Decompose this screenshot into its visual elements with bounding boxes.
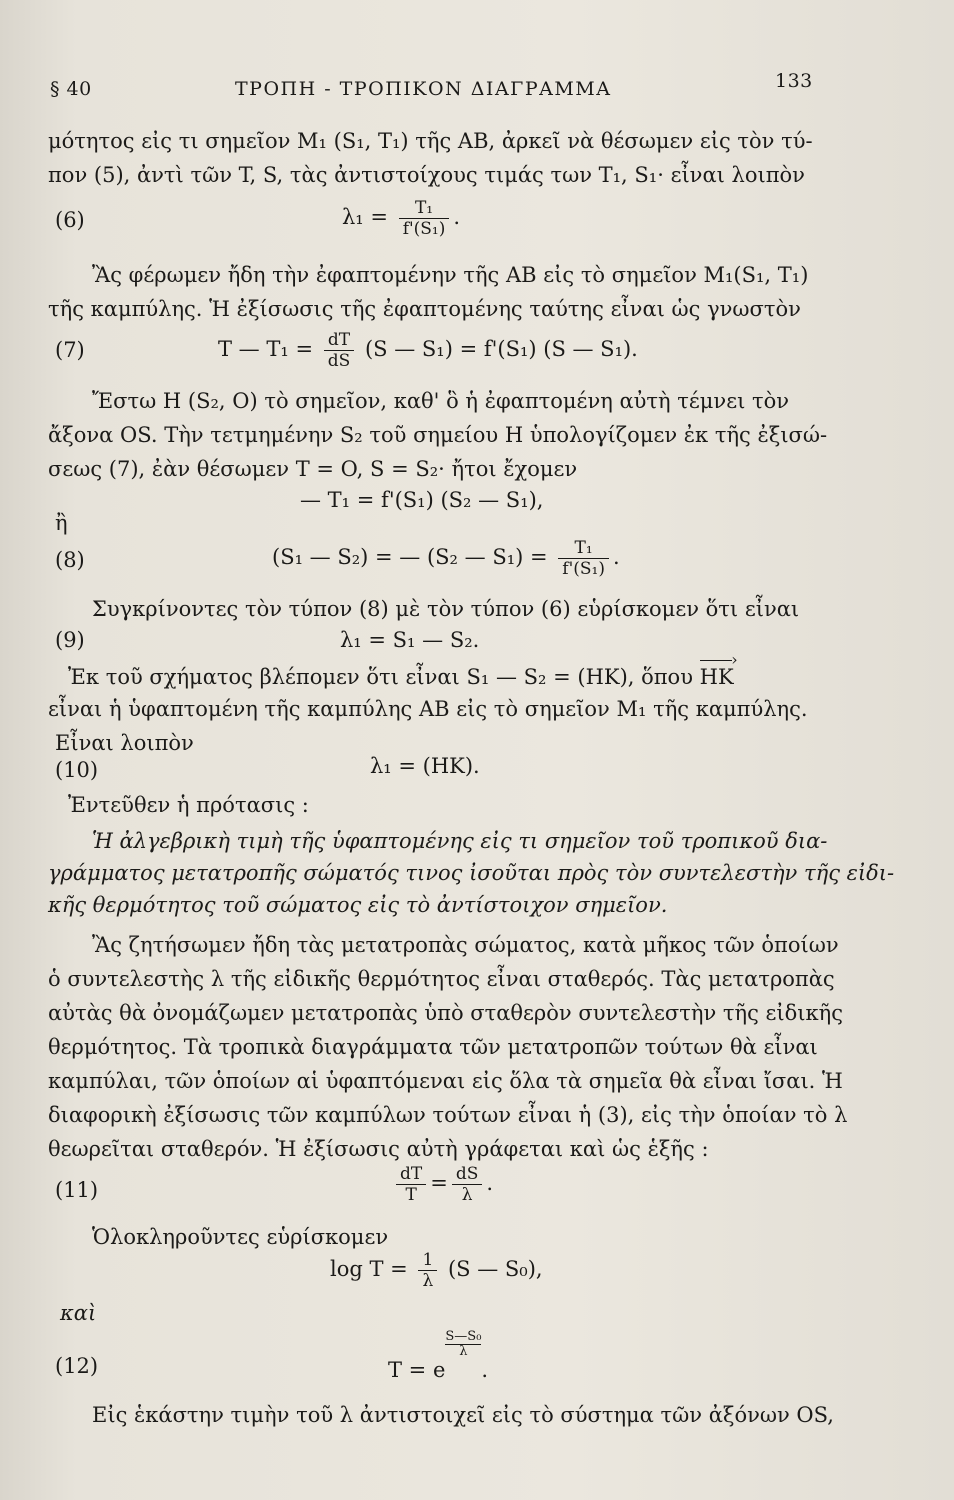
text-line: καμπύλαι, τῶν ὁποίων αἱ ὑφαπτόμεναι εἰς ὅλα τὰ σημεῖα θὰ εἶναι ἴσαι. Ἡ [48,1069,843,1093]
fraction-denominator: λ [422,1271,434,1291]
text-line: ἢ [55,511,68,535]
text-line: Ἂς ζητήσωμεν ἤδη τὰς μετατροπὰς σώματος, κατὰ μῆκος τῶν ὁποίων [92,933,839,957]
text-line: εἶναι ἡ ὑφαπτομένη τῆς καμπύλης AB εἰς τὸ σημεῖον M₁ τῆς καμπύλης. [48,697,808,721]
section-number: § 40 [50,78,92,100]
fraction-denominator: λ [461,1185,473,1205]
eq-tail: . [481,1358,489,1382]
fraction-numerator: dT [396,1164,426,1185]
equation-number: (8) [55,548,85,572]
fraction [558,538,609,579]
text-line: θερμότητος. Τὰ τροπικὰ διαγράμματα τῶν μετατροπῶν τούτων θὰ εἶναι [48,1035,818,1059]
eq-lhs: log T = [330,1257,408,1281]
text-line: Εἶναι λοιπὸν [55,731,194,755]
equation-11b [330,1250,543,1291]
text-line: ἄξονα OS. Τὴν τετμημένην S₂ τοῦ σημείου H ὑπολογίζομεν ἐκ τῆς ἐξισώ- [48,423,828,447]
fraction-numerator: T₁ [399,198,450,219]
eq-lhs: T = e [388,1358,446,1382]
equation-8 [272,538,620,579]
fraction [396,1164,426,1205]
fraction-denominator: f'(S₁) [562,559,605,579]
text-line: Ὁλοκληροῦντες εὑρίσκομεν [92,1225,389,1249]
text-line-italic: κῆς θερμότητος τοῦ σώματος εἰς τὸ ἀντίστοιχον σημεῖον. [48,893,668,917]
equation-7b: — T₁ = f'(S₁) (S₂ — S₁), [300,488,544,512]
eq-lhs: T — T₁ = [218,337,314,361]
fraction-numerator: dS [452,1164,483,1185]
equation-number: (6) [55,208,85,232]
text-line: Ἂς φέρωμεν ἤδη τὴν ἐφαπτομένην τῆς AB εἰς τὸ σημεῖον M₁(S₁, T₁) [92,263,809,287]
text-line: Συγκρίνοντες τὸν τύπον (8) μὲ τὸν τύπον (6) εὑρίσκομεν ὅτι εἶναι [92,597,800,621]
fraction [324,330,355,371]
vector-hk: HK › [700,664,734,690]
eq-lhs: λ₁ = [342,205,388,229]
text-line: καὶ [60,1301,97,1325]
text-line [68,664,734,690]
equation-10: λ₁ = (HK). [370,754,480,778]
text-line: Ἐντεῦθεν ἡ πρότασις : [68,793,309,817]
eq-tail: . [453,205,461,229]
text-line: πον (5), ἀντὶ τῶν T, S, τὰς ἀντιστοίχους τιμάς των T₁, S₁· εἶναι λοιπὸν [48,163,805,187]
equation-6 [342,198,460,239]
text-span: Ἐκ τοῦ σχήματος βλέπομεν ὅτι εἶναι S₁ — S₂ = (HK), ὅπου [68,665,693,689]
text-line-italic: Ἡ ἀλγεβρικὴ τιμὴ τῆς ὑφαπτομένης εἰς τι σημεῖον τοῦ τροπικοῦ δια- [92,829,828,853]
equation-9: λ₁ = S₁ — S₂. [340,628,480,652]
equation-number: (11) [55,1178,99,1202]
page-number: 133 [775,70,813,92]
text-line: τῆς καμπύλης. Ἡ ἐξίσωσις τῆς ἐφαπτομένης ταύτης εἶναι ὡς γνωστὸν [48,297,801,321]
text-line: διαφορικὴ ἐξίσωσις τῶν καμπύλων τούτων εἶναι ἡ (3), εἰς τὴν ὁποίαν τὸ λ [48,1103,848,1127]
text-line: Ἔστω H (S₂, O) τὸ σημεῖον, καθ' ὃ ἡ ἐφαπτομένη αὐτὴ τέμνει τὸν [92,389,790,413]
equation-number: (12) [55,1354,99,1378]
text-line: αὐτὰς θὰ ὀνομάζωμεν μετατροπὰς ὑπὸ σταθερὸν συντελεστὴν τῆς εἰδικῆς [48,1001,843,1025]
eq-rhs: (S — S₁) = f'(S₁) (S — S₁). [364,337,638,361]
fraction-denominator: T [405,1185,417,1205]
exponent-fraction [445,1330,481,1359]
equation-number: (9) [55,628,85,652]
fraction [418,1250,437,1291]
eq-equals: = [430,1171,448,1195]
running-title: ΤΡΟΠΗ - ΤΡΟΠΙΚΟΝ ΔΙΑΓΡΑΜΜΑ [235,78,612,100]
eq-tail: . [612,545,620,569]
fraction-denominator: f'(S₁) [402,219,446,239]
fraction-numerator: dT [324,330,355,351]
fraction [399,198,450,239]
fraction-denominator: dS [327,351,351,371]
fraction [452,1164,483,1205]
equation-12 [388,1329,489,1382]
exponent-numerator: S—S₀ [445,1329,482,1344]
eq-tail: . [486,1171,494,1195]
equation-number: (7) [55,338,85,362]
exponent-denominator: λ [459,1344,468,1359]
text-line: Εἰς ἑκάστην τιμὴν τοῦ λ ἀντιστοιχεῖ εἰς τὸ σύστημα τῶν ἀξόνων OS, [92,1403,834,1427]
fraction-numerator: 1 [418,1250,437,1271]
fraction-numerator: T₁ [558,538,609,559]
equation-number: (10) [55,758,99,782]
equation-7 [218,330,638,371]
eq-lhs: (S₁ — S₂) = — (S₂ — S₁) = [272,545,548,569]
equation-11 [392,1164,493,1205]
text-line: θεωρεῖται σταθερόν. Ἡ ἐξίσωσις αὐτὴ γράφεται καὶ ὡς ἑξῆς : [48,1137,709,1161]
eq-rhs: (S — S₀), [447,1257,543,1281]
text-line: μότητος εἰς τι σημεῖον M₁ (S₁, T₁) τῆς AB, ἀρκεῖ νὰ θέσωμεν εἰς τὸν τύ- [48,129,813,153]
text-line: σεως (7), ἐὰν θέσωμεν T = O, S = S₂· ἤτοι ἔχομεν [48,457,578,481]
text-line: ὁ συντελεστὴς λ τῆς εἰδικῆς θερμότητος εἶναι σταθερός. Τὰς μετατροπὰς [48,967,835,991]
text-line-italic: γράμματος μετατροπῆς σώματός τινος ἰσοῦται πρὸς τὸν συντελεστὴν τῆς εἰδι- [48,861,895,885]
